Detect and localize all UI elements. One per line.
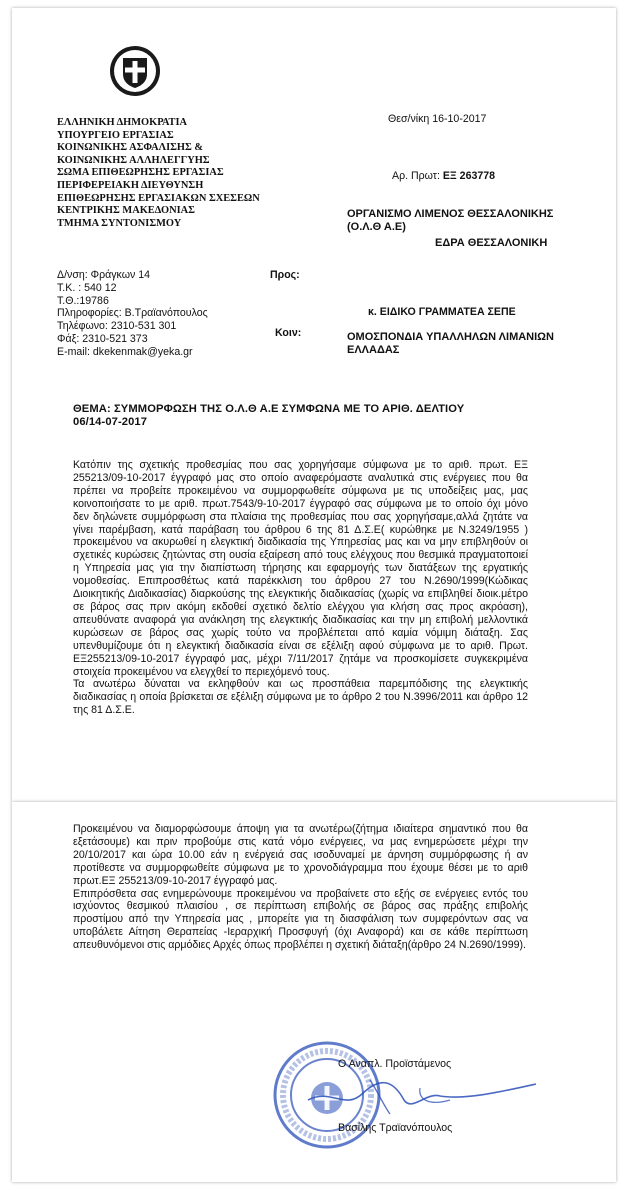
body-page-1 xyxy=(73,459,528,717)
ministry-line: ΚΟΙΝΩΝΙΚΗΣ ΑΛΛΗΛΕΓΓΥΗΣ xyxy=(57,154,210,166)
ministry-header xyxy=(57,117,317,230)
cc-line-2: ΕΛΛΑΔΑΣ xyxy=(347,344,400,356)
recipient-block xyxy=(347,208,553,250)
recipient-line-1: ΟΡΓΑΝΙΣΜΟ ΛΙΜΕΝΟΣ ΘΕΣΣΑΛΟΝΙΚΗΣ xyxy=(347,208,554,220)
postal-code: Τ.Κ. : 540 12 xyxy=(57,281,117,294)
contact-block xyxy=(57,269,208,359)
cc-block xyxy=(347,331,554,357)
ministry-line: ΕΠΙΘΕΩΡΗΣΗΣ ΕΡΓΑΣΙΑΚΩΝ ΣΧΕΣΕΩΝ xyxy=(57,192,260,204)
po-box: Τ.Θ.:19786 xyxy=(57,294,109,307)
recipient-line-3: ΕΔΡΑ ΘΕΣΣΑΛΟΝΙΚΗ xyxy=(435,237,548,249)
subject-block xyxy=(73,403,573,429)
ministry-line: ΠΕΡΙΦΕΡΕΙΑΚΗ ΔΙΕΥΘΥΝΣΗ xyxy=(57,179,204,191)
ministry-line: ΚΕΝΤΡΙΚΗΣ ΜΑΚΕΔΟΝΙΑΣ xyxy=(57,205,195,217)
protocol-line xyxy=(392,170,495,183)
email: E-mail: dkekenmak@yeka.gr xyxy=(57,345,193,358)
ministry-line: ΤΜΗΜΑ ΣΥΝΤΟΝΙΣΜΟΥ xyxy=(57,217,182,229)
body-paragraph: Επιπρόσθετα σας ενημερώνουμε προκειμένου να προβαίνετε στο εξής σε ενέργειες εντός του ισχύοντος θεσμικού πλαισίου , σε περίπτωση επιβολής σε βάρος σας πράξης επιβολής προστίμου από την Υπηρεσία μας , μπορείτε για τη διασφάλιση των συμφερόντων σας να υποβάλετε Αίτηση Θεραπείας -Ιεραρχική Προσφυγή (όχι Αναφορά) και σε κάθε περίπτωση απευθυνόμενοι στις αρμόδιες Αρχές όπως προβλέπει η σχετική διάταξη(άρθρο 24 Ν.2690/1999). xyxy=(73,887,528,952)
phone: Τηλέφωνο: 2310-531 301 xyxy=(57,320,177,333)
ministry-line: ΣΩΜΑ ΕΠΙΘΕΩΡΗΣΗΣ ΕΡΓΑΣΙΑΣ xyxy=(57,167,224,179)
greek-coat-of-arms-icon xyxy=(109,45,161,97)
signer-name: Βασίλης Τραϊανόπουλος xyxy=(338,1122,453,1134)
body-page-2 xyxy=(73,823,528,952)
ministry-line: ΚΟΙΝΩΝΙΚΗΣ ΑΣΦΑΛΙΣΗΣ & xyxy=(57,142,204,154)
protocol-number: ΕΞ 263778 xyxy=(442,170,496,182)
body-paragraph: Προκειμένου να διαμορφώσουμε άποψη για τα ανωτέρω(ζήτημα ιδιαίτερα σημαντικό που θα εξετάσουμε) και πριν προβούμε στις κατά νόμο ενέργειες, να μας ενημερώσετε μέχρι την 20/10/2017 και ώρα 10.00 εάν η ενέργειά σας ισοδυναμεί με άρνηση συμμόρφωσης ή αν προτίθεστε να συμμορφωθείτε σύμφωνα με το χρονοδιάγραμμα που έχουμε θέσει με το αριθ πρωτ.ΕΞ 255213/09-10-2017 έγγραφό μας. xyxy=(73,823,528,887)
handwritten-signature-icon xyxy=(300,1070,540,1120)
recipient-line-2: (Ο.Λ.Θ Α.Ε) xyxy=(347,221,406,233)
cc-line-1: ΟΜΟΣΠΟΝΔΙΑ ΥΠΑΛΛΗΛΩΝ ΛΙΜΑΝΙΩΝ xyxy=(347,331,554,343)
ministry-line: ΥΠΟΥΡΓΕΙΟ ΕΡΓΑΣΙΑΣ xyxy=(57,129,174,141)
subject-line-1: ΘΕΜΑ: ΣΥΜΜΟΡΦΩΣΗ ΤΗΣ Ο.Λ.Θ Α.Ε ΣΥΜΦΩΝΑ ΜΕ ΤΟ ΑΡΙΘ. ΔΕΛΤΙΟΥ xyxy=(73,403,465,415)
document-date: Θεσ/νίκη 16-10-2017 xyxy=(388,113,487,125)
contact-person: Πληροφορίες: Β.Τραϊανόπουλος xyxy=(57,307,208,320)
protocol-label: Αρ. Πρωτ: xyxy=(392,170,440,182)
ministry-line: ΕΛΛΗΝΙΚΗ ΔΗΜΟΚΡΑΤΙΑ xyxy=(57,117,188,128)
to-label: Προς: xyxy=(270,269,300,281)
cc-label: Κοιν: xyxy=(275,327,302,339)
signer-role: Ο Αναπλ. Προϊστάμενος xyxy=(338,1058,452,1070)
to-extra-recipient: κ. ΕΙΔΙΚΟ ΓΡΑΜΜΑΤΕΑ ΣΕΠΕ xyxy=(368,306,516,318)
address: Δ/νση: Φράγκων 14 xyxy=(57,269,150,281)
subject-line-2: 06/14-07-2017 xyxy=(73,416,148,428)
fax: Φάξ: 2310-521 373 xyxy=(57,332,148,345)
body-paragraph: Κατόπιν της σχετικής προθεσμίας που σας χορηγήσαμε σύμφωνα με το αριθ. πρωτ. ΕΞ 255213/09-10-2017 έγγραφό μας στο οποίο αναφερόμαστε αναλυτικά στις ενέργειες που θα πρέπει να προβείτε προκειμένου να συμμορφωθείτε σύμφωνα με τις υποδείξεις μας, μας κοινοποιήσατε το με αριθ. πρωτ.7543/9-10-2017 έγγραφό σας σύμφωνα με το οποίο όχι μόνο δεν δηλώνετε συμμόρφωση στα πλαίσια της προθεσμίας που σας χορηγήσαμε,αλλά ζητάτε να γίνει παρέμβαση, κατά παράβαση του άρθρου 6 της 81 Δ.Σ.Ε( κυρώθηκε με Ν.3249/1955 ) προκειμένου να ακυρωθεί η ελεγκτική διαδικασία της Υπηρεσίας μας και να μην επιβληθούν οι σχετικές κυρώσεις ζητώντας στη ουσία εξαίρεση από τους ελέγχους που θεσμικά πραγματοποιεί η Υπηρεσία μας για την διαπίστωση τήρησης και εφαρμογής των διατάξεων της εργατικής νομοθεσίας. Επιπροσθέτως κατά παρέκκλιση του άρθρου 27 του Ν.2690/1999(Κώδικας Διοικητικής Διαδικασίας) διαρκούσης της ελεγκτικής διαδικασίας (χωρίς να επιβληθεί διοικ.μέτρο σε βάρος σας πριν ακόμη εκδοθεί σχετικό δελτίο ελέγχου για κλήση σας προς ακρόαση), απευθύνατε αναφορά για ανάκληση της ελεγκτικής διαδικασίας και την μη επιβολή μελλοντικά κυρώσεων σε βάρος σας χωρίς τούτο να προβλέπεται από καμία νόμιμη διάταξη. Σας υπενθυμίζουμε ότι η ελεγκτική διαδικασία είναι σε εξέλιξη αφού σύμφωνα με το αριθ. Πρωτ. ΕΞ255213/09-10-2017 έγγραφό μας, μέχρι 7/11/2017 ζητάμε να προσκομίσετε συγκεκριμένα στοιχεία προκειμένου να ελεγχθεί το περιεχόμενό τους. xyxy=(73,459,528,678)
body-paragraph: Τα ανωτέρω δύναται να εκληφθούν και ως προσπάθεια παρεμπόδισης της ελεγκτικής διαδικασίας η οποία βρίσκεται σε εξέλιξη σύμφωνα με το άρθρο 2 του Ν.3996/2011 και άρθρο 12 της 81 Δ.Σ.Ε. xyxy=(73,678,528,717)
